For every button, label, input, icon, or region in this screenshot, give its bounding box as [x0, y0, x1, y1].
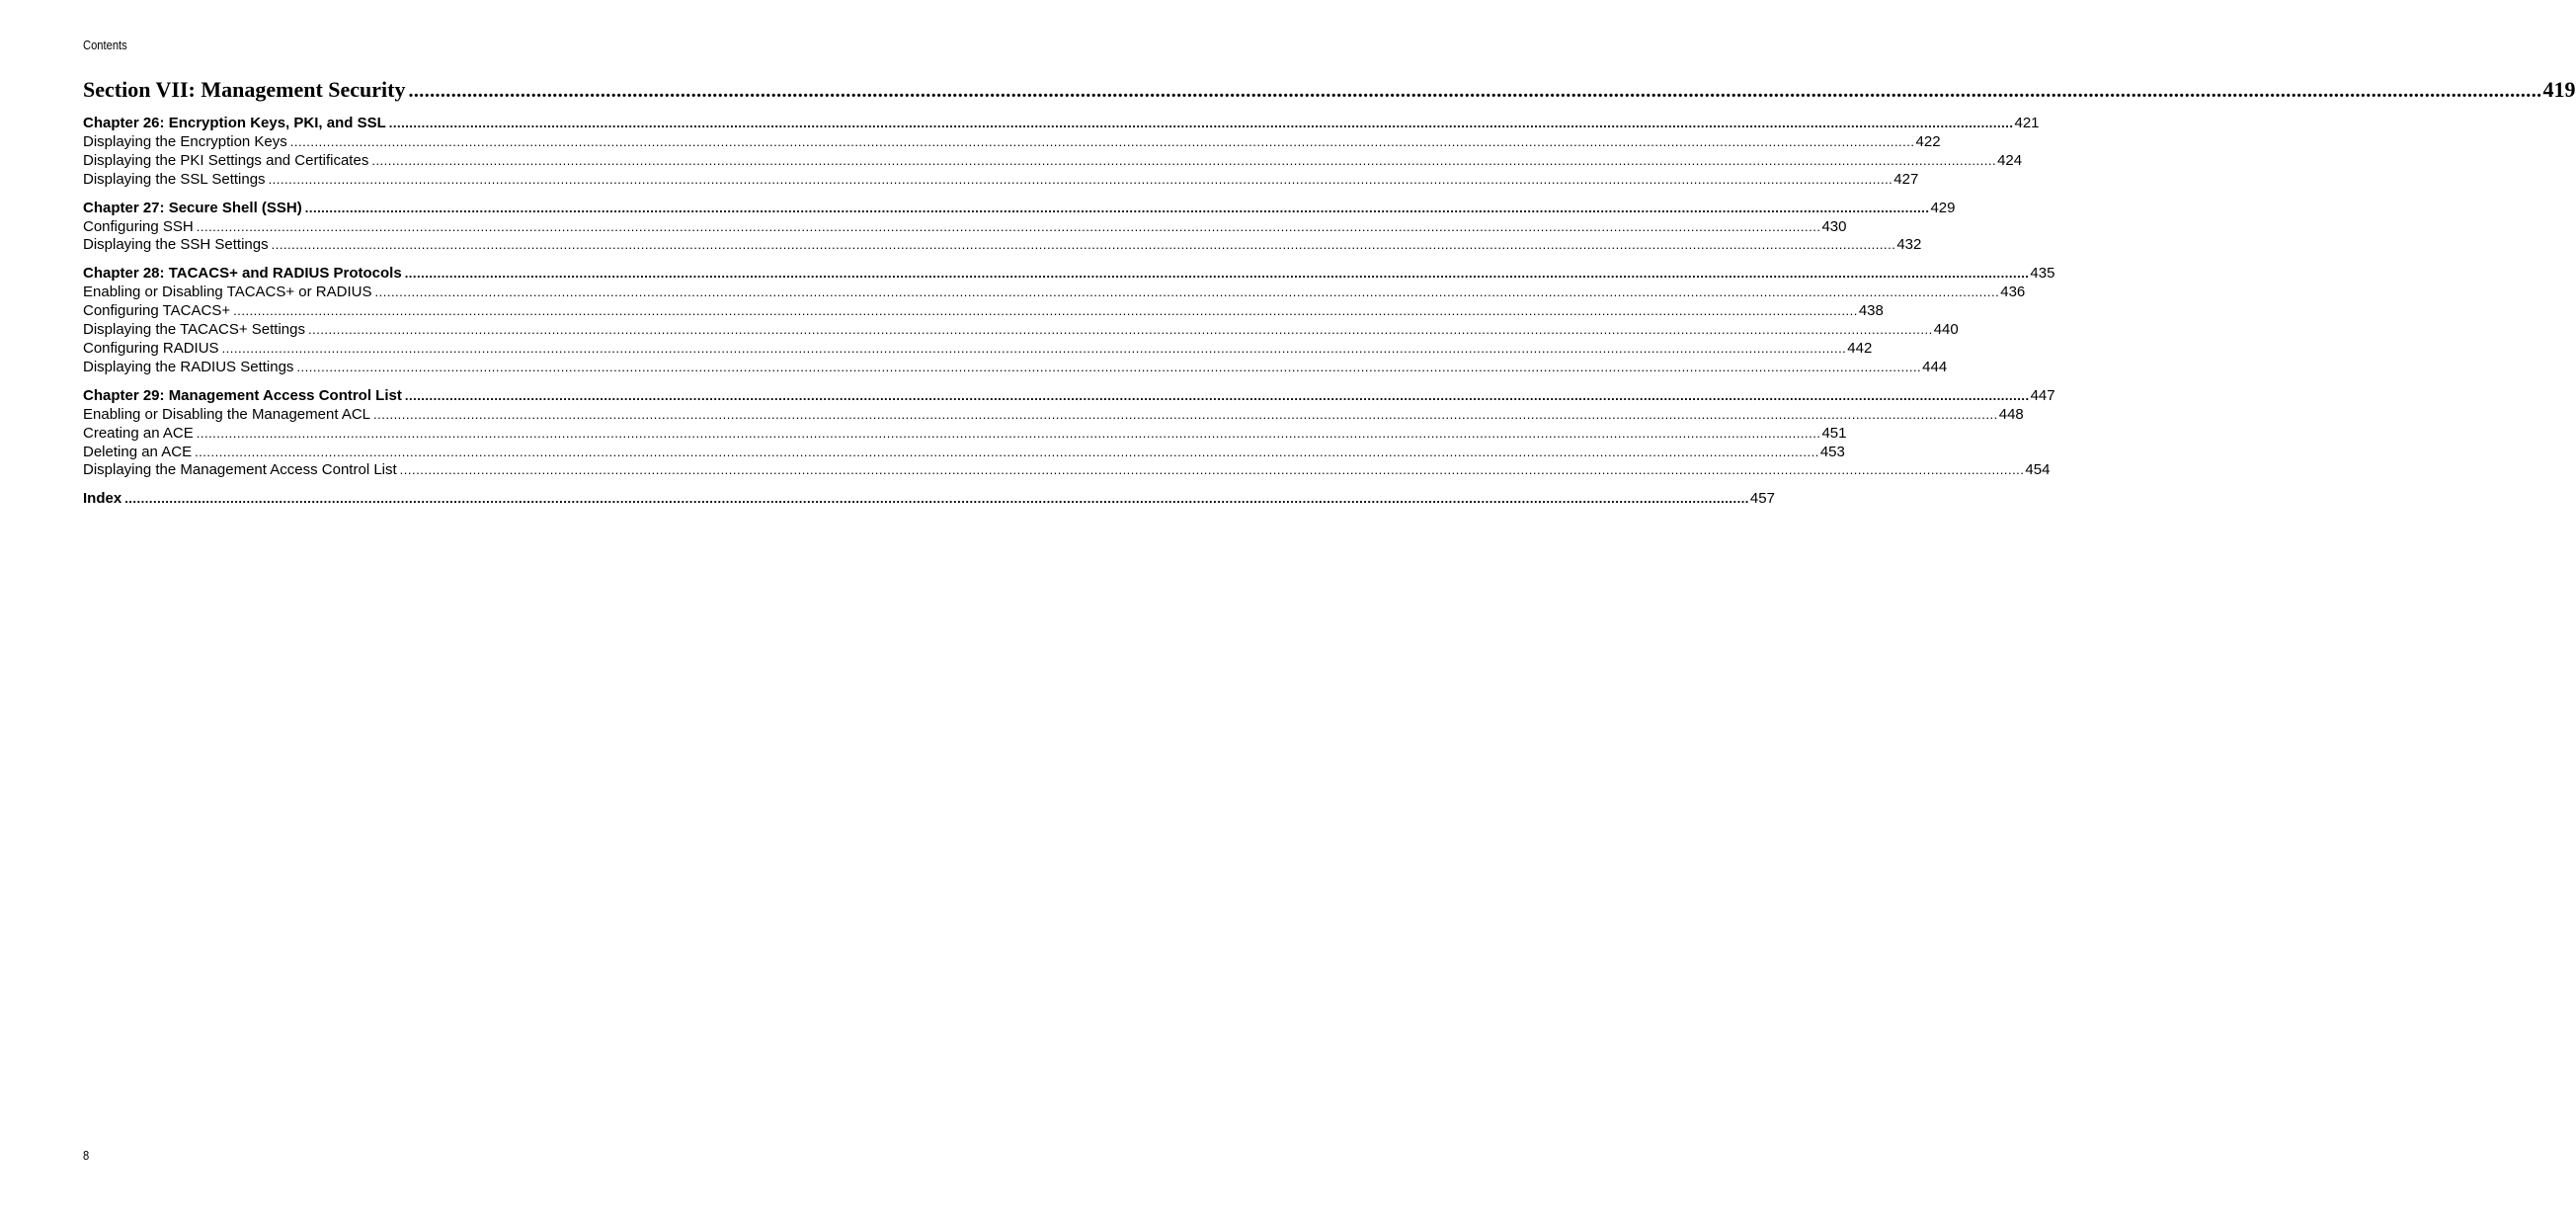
toc-entry-page: 444: [1922, 358, 1948, 375]
toc-entry-title: Deleting an ACE: [83, 443, 193, 460]
toc-entry-page: 430: [1821, 217, 1847, 235]
dot-leader: ................................................................................................................................................................................................................................................................................................................................................................................................................: [124, 491, 1749, 507]
dot-leader: ................................................................................................................................................................................................................................................................................................................................................................................................................: [371, 152, 1997, 168]
toc-entry-page: 440: [1933, 321, 1959, 339]
toc-entry-page: 422: [1915, 132, 1941, 150]
toc-section-page: 419: [2542, 77, 2576, 102]
toc-entry-title: Enabling or Disabling the Management ACL: [83, 405, 371, 423]
toc-entry[interactable]: [83, 132, 1941, 152]
toc-entry-title: Enabling or Disabling TACACS+ or RADIUS: [83, 284, 372, 301]
dot-leader: ................................................................................................................................................................................................................................................................................................................................................................................................................: [268, 171, 1893, 187]
toc-chapter-title: Chapter 27: Secure Shell (SSH): [83, 199, 302, 216]
toc-chapter-group: [83, 265, 2055, 376]
toc-section-title: Section VII: Management Security: [83, 77, 406, 102]
table-of-contents: [83, 77, 2576, 509]
toc-entry[interactable]: [83, 217, 1847, 237]
dot-leader: ................................................................................................................................................................................................................................................................................................................................................................................................................: [404, 266, 2030, 282]
toc-chapter-page: 447: [2030, 386, 2055, 404]
toc-chapter-group: [83, 386, 2055, 481]
running-head: Contents: [83, 38, 127, 52]
toc-entry-page: 451: [1821, 424, 1847, 442]
toc-entry-title: Displaying the Encryption Keys: [83, 132, 287, 150]
toc-chapter-page: 421: [2014, 115, 2040, 131]
toc-entry-page: 436: [2000, 284, 2026, 301]
toc-entry-title: Creating an ACE: [83, 424, 194, 442]
dot-leader: ................................................................................................................................................................................................................................................................................................................................................................................................................: [289, 133, 1915, 149]
dot-leader: ................................................................................................................................................................................................................................................................................................................................................................................................................: [307, 322, 1933, 338]
toc-entry[interactable]: [83, 151, 2023, 171]
dot-leader: ................................................................................................................................................................................................................................................................................................................................................................................................................: [271, 237, 1896, 253]
dot-leader: ................................................................................................................................................................................................................................................................................................................................................................................................................: [196, 218, 1821, 234]
toc-entry-page: 432: [1896, 236, 1922, 254]
toc-chapter-title: Chapter 29: Management Access Control List: [83, 386, 402, 404]
dot-leader: ................................................................................................................................................................................................................................................................................................................................................................................................................: [196, 425, 1821, 441]
toc-entry[interactable]: [83, 443, 1845, 462]
toc-entry[interactable]: [83, 461, 2051, 480]
toc-index-entry[interactable]: [83, 490, 1775, 509]
toc-entry[interactable]: [83, 236, 1922, 255]
toc-entry-title: Displaying the SSH Settings: [83, 236, 269, 254]
toc-entry-title: Displaying the Management Access Control List: [83, 461, 397, 479]
dot-leader: ................................................................................................................................................................................................................................................................................................................................................................................................................: [233, 303, 1858, 319]
toc-section-entry[interactable]: [83, 77, 2576, 104]
toc-chapter-page: 429: [1930, 199, 1956, 216]
dot-leader: ................................................................................................................................................................................................................................................................................................................................................................................................................: [388, 116, 2014, 130]
toc-entry-title: Configuring RADIUS: [83, 339, 219, 357]
toc-chapter-entry[interactable]: [83, 115, 2040, 133]
toc-chapter-entry[interactable]: [83, 265, 2055, 284]
dot-leader: ................................................................................................................................................................................................................................................................................................................................................................................................................: [399, 462, 2025, 478]
toc-chapter-title: Chapter 28: TACACS+ and RADIUS Protocols: [83, 265, 402, 283]
toc-entry[interactable]: [83, 284, 2026, 302]
toc-entry-title: Configuring SSH: [83, 217, 194, 235]
dot-leader: ................................................................................................................................................................................................................................................................................................................................................................................................................: [374, 285, 2000, 300]
toc-entry-title: Displaying the RADIUS Settings: [83, 358, 294, 375]
dot-leader: ................................................................................................................................................................................................................................................................................................................................................................................................................: [373, 406, 1998, 422]
toc-chapter-entry[interactable]: [83, 386, 2055, 406]
dot-leader: ................................................................................................................................................................................................................................................................................................................................................................................................................: [221, 340, 1847, 356]
toc-index-page: 457: [1749, 490, 1775, 508]
toc-chapter-group: [83, 115, 2040, 190]
toc-chapter-title: Chapter 26: Encryption Keys, PKI, and SSL: [83, 115, 386, 131]
toc-chapter-entry[interactable]: [83, 199, 1956, 218]
toc-entry-title: Configuring TACACS+: [83, 302, 231, 320]
toc-chapter-page: 435: [2030, 265, 2055, 283]
toc-entry-page: 438: [1858, 302, 1884, 320]
dot-leader: ................................................................................................................................................................................................................................................................................................................................................................................................................: [304, 200, 1930, 215]
toc-entry-title: Displaying the TACACS+ Settings: [83, 321, 305, 339]
toc-entry-page: 424: [1997, 151, 2023, 169]
toc-entry-page: 453: [1819, 443, 1845, 460]
toc-entry[interactable]: [83, 339, 1873, 359]
dot-leader: ................................................................................................................................................................................................................................................................................................................................................................................................................: [408, 80, 2542, 102]
toc-entry-page: 442: [1847, 339, 1873, 357]
toc-entry-title: Displaying the SSL Settings: [83, 170, 266, 188]
toc-entry-page: 454: [2025, 461, 2051, 479]
toc-entry[interactable]: [83, 321, 1959, 340]
dot-leader: ................................................................................................................................................................................................................................................................................................................................................................................................................: [296, 359, 1922, 374]
toc-entry[interactable]: [83, 405, 2024, 425]
page-number: 8: [83, 1148, 90, 1163]
dot-leader: ................................................................................................................................................................................................................................................................................................................................................................................................................: [404, 387, 2030, 403]
toc-chapter-group: [83, 199, 1956, 256]
toc-entry-title: Displaying the PKI Settings and Certificates: [83, 151, 369, 169]
toc-index-title: Index: [83, 490, 122, 508]
dot-leader: ................................................................................................................................................................................................................................................................................................................................................................................................................: [195, 444, 1819, 459]
toc-entry[interactable]: [83, 302, 1884, 321]
toc-entry[interactable]: [83, 170, 1919, 190]
toc-entry-page: 427: [1893, 170, 1919, 188]
toc-entry-page: 448: [1998, 405, 2024, 423]
toc-entry[interactable]: [83, 358, 1948, 377]
toc-entry[interactable]: [83, 424, 1847, 444]
